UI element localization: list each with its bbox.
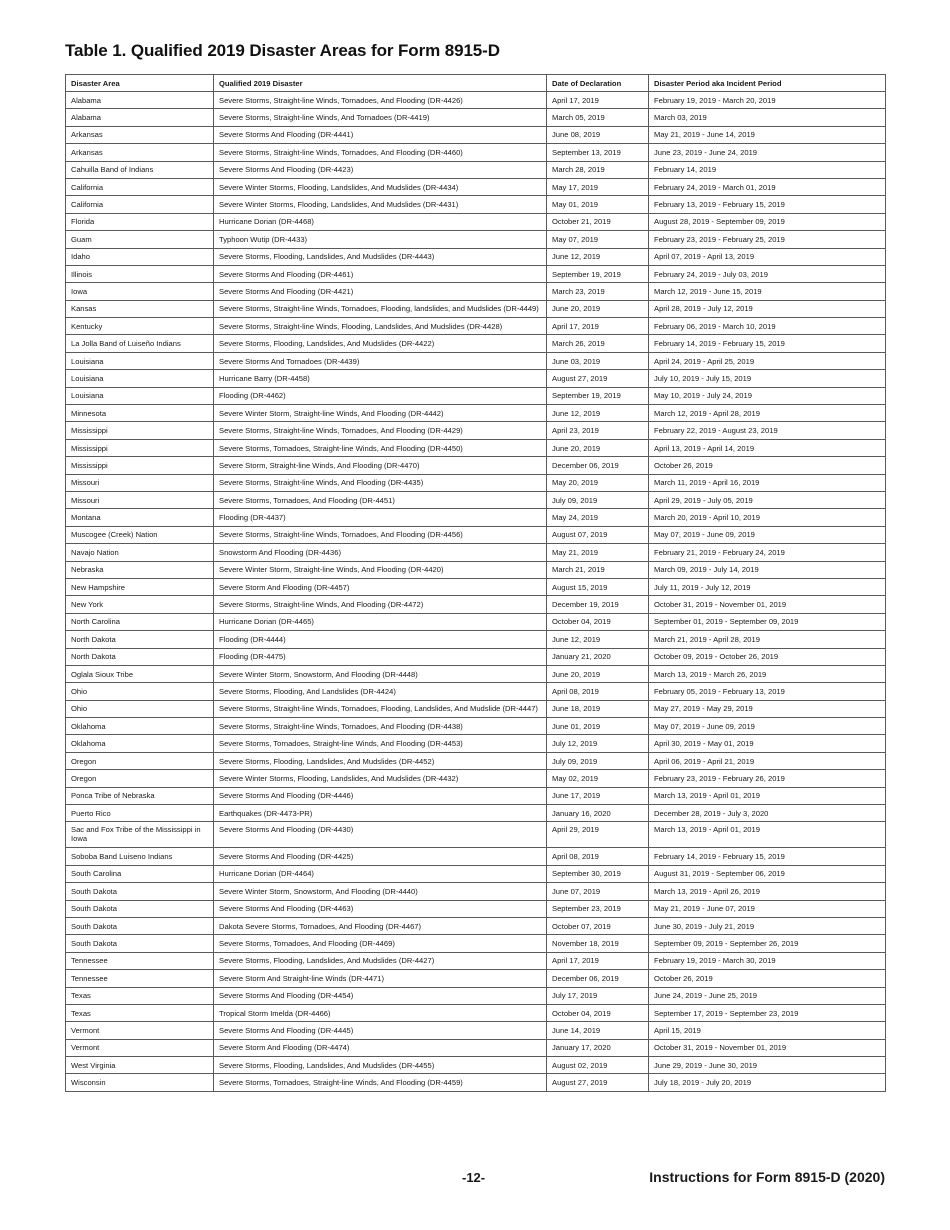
cell-date-of-declaration: December 19, 2019 (547, 596, 649, 613)
cell-date-of-declaration: September 23, 2019 (547, 900, 649, 917)
table-row (66, 439, 886, 456)
cell-disaster-area: Louisiana (66, 387, 214, 404)
table-row (66, 883, 886, 900)
cell-qualified-disaster: Hurricane Dorian (DR-4465) (214, 613, 547, 630)
cell-disaster-period: June 29, 2019 - June 30, 2019 (649, 1057, 886, 1074)
cell-disaster-area: Guam (66, 231, 214, 248)
cell-disaster-period: February 19, 2019 - March 20, 2019 (649, 92, 886, 109)
table-row (66, 544, 886, 561)
cell-disaster-area: Ohio (66, 683, 214, 700)
cell-qualified-disaster: Severe Storms, Tornadoes, And Flooding (DR-4451) (214, 491, 547, 508)
cell-disaster-period: March 13, 2019 - April 01, 2019 (649, 822, 886, 848)
cell-date-of-declaration: June 14, 2019 (547, 1022, 649, 1039)
disaster-areas-table (65, 74, 886, 1092)
table-row (66, 283, 886, 300)
cell-disaster-area: New York (66, 596, 214, 613)
cell-qualified-disaster: Severe Storms, Straight-line Winds, Tornadoes, And Flooding (DR-4438) (214, 718, 547, 735)
cell-disaster-area: Ponca Tribe of Nebraska (66, 787, 214, 804)
table-row (66, 848, 886, 865)
page-title: Table 1. Qualified 2019 Disaster Areas for Form 8915-D (65, 41, 500, 60)
table-row (66, 770, 886, 787)
cell-qualified-disaster: Severe Storms, Straight-line Winds, Tornadoes, And Flooding (DR-4429) (214, 422, 547, 439)
column-header-disaster-area: Disaster Area (66, 75, 214, 92)
cell-qualified-disaster: Typhoon Wutip (DR-4433) (214, 231, 547, 248)
cell-date-of-declaration: December 06, 2019 (547, 457, 649, 474)
cell-disaster-period: April 29, 2019 - July 05, 2019 (649, 491, 886, 508)
cell-disaster-period: April 13, 2019 - April 14, 2019 (649, 439, 886, 456)
table-row (66, 92, 886, 109)
cell-date-of-declaration: March 28, 2019 (547, 161, 649, 178)
cell-disaster-period: August 28, 2019 - September 09, 2019 (649, 213, 886, 230)
cell-disaster-area: Mississippi (66, 439, 214, 456)
cell-disaster-period: February 19, 2019 - March 30, 2019 (649, 952, 886, 969)
cell-date-of-declaration: May 02, 2019 (547, 770, 649, 787)
cell-disaster-area: Tennessee (66, 952, 214, 969)
cell-disaster-area: Oklahoma (66, 735, 214, 752)
cell-disaster-area: Oregon (66, 752, 214, 769)
cell-date-of-declaration: June 12, 2019 (547, 405, 649, 422)
cell-disaster-area: South Dakota (66, 883, 214, 900)
cell-disaster-area: Arkansas (66, 126, 214, 143)
cell-disaster-area: Ohio (66, 700, 214, 717)
cell-disaster-area: Idaho (66, 248, 214, 265)
cell-disaster-period: February 23, 2019 - February 26, 2019 (649, 770, 886, 787)
column-header-disaster-period: Disaster Period aka Incident Period (649, 75, 886, 92)
cell-disaster-period: February 14, 2019 - February 15, 2019 (649, 848, 886, 865)
cell-disaster-period: February 13, 2019 - February 15, 2019 (649, 196, 886, 213)
cell-disaster-area: Missouri (66, 474, 214, 491)
cell-date-of-declaration: June 20, 2019 (547, 439, 649, 456)
cell-disaster-period: March 13, 2019 - April 26, 2019 (649, 883, 886, 900)
cell-date-of-declaration: June 08, 2019 (547, 126, 649, 143)
table-row (66, 265, 886, 282)
cell-disaster-period: July 18, 2019 - July 20, 2019 (649, 1074, 886, 1091)
cell-date-of-declaration: August 15, 2019 (547, 578, 649, 595)
cell-disaster-area: Muscogee (Creek) Nation (66, 526, 214, 543)
cell-date-of-declaration: July 09, 2019 (547, 491, 649, 508)
cell-date-of-declaration: March 05, 2019 (547, 109, 649, 126)
cell-date-of-declaration: June 12, 2019 (547, 631, 649, 648)
cell-date-of-declaration: March 21, 2019 (547, 561, 649, 578)
cell-disaster-area: North Dakota (66, 648, 214, 665)
page-number: -12- (462, 1170, 486, 1185)
cell-qualified-disaster: Snowstorm And Flooding (DR-4436) (214, 544, 547, 561)
table-row (66, 300, 886, 317)
column-header-qualified-disaster: Qualified 2019 Disaster (214, 75, 547, 92)
cell-disaster-area: Vermont (66, 1022, 214, 1039)
cell-qualified-disaster: Severe Storms And Flooding (DR-4446) (214, 787, 547, 804)
table-row (66, 474, 886, 491)
cell-qualified-disaster: Flooding (DR-4444) (214, 631, 547, 648)
table-row (66, 1004, 886, 1021)
cell-disaster-period: March 12, 2019 - June 15, 2019 (649, 283, 886, 300)
cell-qualified-disaster: Severe Winter Storms, Flooding, Landslides, And Mudslides (DR-4431) (214, 196, 547, 213)
cell-disaster-period: March 11, 2019 - April 16, 2019 (649, 474, 886, 491)
table-row (66, 752, 886, 769)
cell-qualified-disaster: Severe Storms, Straight-line Winds, Tornadoes, Flooding, landslides, and Mudslides (DR-4449) (214, 300, 547, 317)
cell-disaster-area: Tennessee (66, 970, 214, 987)
table-row (66, 970, 886, 987)
table-row (66, 318, 886, 335)
cell-qualified-disaster: Severe Storms And Flooding (DR-4441) (214, 126, 547, 143)
cell-disaster-period: December 28, 2019 - July 3, 2020 (649, 805, 886, 822)
cell-qualified-disaster: Severe Storms And Flooding (DR-4461) (214, 265, 547, 282)
table-row (66, 822, 886, 848)
cell-date-of-declaration: May 07, 2019 (547, 231, 649, 248)
cell-disaster-area: Minnesota (66, 405, 214, 422)
cell-disaster-area: La Jolla Band of Luiseño Indians (66, 335, 214, 352)
cell-disaster-period: March 21, 2019 - April 28, 2019 (649, 631, 886, 648)
cell-disaster-area: Mississippi (66, 457, 214, 474)
cell-date-of-declaration: March 26, 2019 (547, 335, 649, 352)
cell-disaster-period: May 27, 2019 - May 29, 2019 (649, 700, 886, 717)
cell-disaster-area: Kansas (66, 300, 214, 317)
cell-disaster-period: June 30, 2019 - July 21, 2019 (649, 917, 886, 934)
cell-qualified-disaster: Severe Storms, Tornadoes, Straight-line Winds, And Flooding (DR-4459) (214, 1074, 547, 1091)
cell-disaster-period: October 26, 2019 (649, 457, 886, 474)
table-row (66, 491, 886, 508)
cell-qualified-disaster: Hurricane Barry (DR-4458) (214, 370, 547, 387)
cell-disaster-area: Alabama (66, 109, 214, 126)
table-row (66, 1039, 886, 1056)
cell-date-of-declaration: August 27, 2019 (547, 1074, 649, 1091)
cell-date-of-declaration: April 17, 2019 (547, 318, 649, 335)
cell-qualified-disaster: Severe Winter Storms, Flooding, Landslides, And Mudslides (DR-4434) (214, 178, 547, 195)
cell-date-of-declaration: June 07, 2019 (547, 883, 649, 900)
cell-date-of-declaration: April 23, 2019 (547, 422, 649, 439)
cell-date-of-declaration: June 12, 2019 (547, 248, 649, 265)
cell-date-of-declaration: April 08, 2019 (547, 683, 649, 700)
cell-date-of-declaration: September 19, 2019 (547, 265, 649, 282)
cell-disaster-period: March 03, 2019 (649, 109, 886, 126)
table-row (66, 683, 886, 700)
table-row (66, 787, 886, 804)
cell-disaster-period: February 14, 2019 (649, 161, 886, 178)
cell-date-of-declaration: April 17, 2019 (547, 92, 649, 109)
cell-disaster-area: Wisconsin (66, 1074, 214, 1091)
cell-disaster-period: February 14, 2019 - February 15, 2019 (649, 335, 886, 352)
cell-disaster-period: October 31, 2019 - November 01, 2019 (649, 596, 886, 613)
cell-date-of-declaration: May 17, 2019 (547, 178, 649, 195)
table-row (66, 987, 886, 1004)
cell-qualified-disaster: Severe Storms, Straight-line Winds, And Tornadoes (DR-4419) (214, 109, 547, 126)
cell-date-of-declaration: August 02, 2019 (547, 1057, 649, 1074)
cell-disaster-period: May 21, 2019 - June 14, 2019 (649, 126, 886, 143)
cell-qualified-disaster: Severe Storms, Flooding, Landslides, And Mudslides (DR-4427) (214, 952, 547, 969)
cell-disaster-area: Texas (66, 1004, 214, 1021)
cell-qualified-disaster: Severe Storms And Flooding (DR-4454) (214, 987, 547, 1004)
cell-disaster-period: April 30, 2019 - May 01, 2019 (649, 735, 886, 752)
cell-qualified-disaster: Severe Storms, Tornadoes, And Flooding (DR-4469) (214, 935, 547, 952)
cell-qualified-disaster: Severe Storms, Flooding, Landslides, And Mudslides (DR-4422) (214, 335, 547, 352)
cell-qualified-disaster: Severe Winter Storm, Straight-line Winds, And Flooding (DR-4442) (214, 405, 547, 422)
cell-disaster-period: February 24, 2019 - July 03, 2019 (649, 265, 886, 282)
cell-qualified-disaster: Flooding (DR-4462) (214, 387, 547, 404)
cell-disaster-period: March 13, 2019 - March 26, 2019 (649, 665, 886, 682)
cell-qualified-disaster: Flooding (DR-4437) (214, 509, 547, 526)
table-row (66, 335, 886, 352)
table-row (66, 109, 886, 126)
cell-qualified-disaster: Severe Storms And Flooding (DR-4423) (214, 161, 547, 178)
cell-date-of-declaration: September 30, 2019 (547, 865, 649, 882)
cell-qualified-disaster: Severe Storms, Straight-line Winds, Tornadoes, And Flooding (DR-4426) (214, 92, 547, 109)
cell-disaster-area: Oregon (66, 770, 214, 787)
table-row (66, 352, 886, 369)
table-row (66, 700, 886, 717)
cell-disaster-period: September 09, 2019 - September 26, 2019 (649, 935, 886, 952)
cell-date-of-declaration: June 01, 2019 (547, 718, 649, 735)
cell-qualified-disaster: Severe Storm And Flooding (DR-4457) (214, 578, 547, 595)
cell-date-of-declaration: October 04, 2019 (547, 1004, 649, 1021)
cell-qualified-disaster: Severe Storms And Tornadoes (DR-4439) (214, 352, 547, 369)
table-row (66, 1074, 886, 1091)
cell-date-of-declaration: August 27, 2019 (547, 370, 649, 387)
cell-disaster-area: Sac and Fox Tribe of the Mississippi in Iowa (66, 822, 214, 848)
cell-disaster-area: Texas (66, 987, 214, 1004)
cell-qualified-disaster: Severe Storms, Tornadoes, Straight-line Winds, And Flooding (DR-4450) (214, 439, 547, 456)
table-row (66, 665, 886, 682)
cell-date-of-declaration: June 18, 2019 (547, 700, 649, 717)
cell-date-of-declaration: July 17, 2019 (547, 987, 649, 1004)
cell-disaster-period: March 13, 2019 - April 01, 2019 (649, 787, 886, 804)
cell-disaster-area: Oklahoma (66, 718, 214, 735)
table-row (66, 561, 886, 578)
cell-date-of-declaration: January 21, 2020 (547, 648, 649, 665)
cell-disaster-period: May 07, 2019 - June 09, 2019 (649, 526, 886, 543)
cell-disaster-period: October 09, 2019 - October 26, 2019 (649, 648, 886, 665)
cell-date-of-declaration: May 20, 2019 (547, 474, 649, 491)
table-row (66, 1057, 886, 1074)
cell-disaster-period: May 21, 2019 - June 07, 2019 (649, 900, 886, 917)
cell-date-of-declaration: April 17, 2019 (547, 952, 649, 969)
footer-form-title: Instructions for Form 8915-D (2020) (649, 1169, 885, 1185)
cell-disaster-area: Cahuilla Band of Indians (66, 161, 214, 178)
disaster-areas-table-wrapper (65, 74, 885, 1092)
cell-disaster-area: Illinois (66, 265, 214, 282)
cell-qualified-disaster: Severe Storms And Flooding (DR-4463) (214, 900, 547, 917)
cell-qualified-disaster: Severe Storms, Straight-line Winds, And Flooding (DR-4472) (214, 596, 547, 613)
table-row (66, 900, 886, 917)
cell-disaster-area: Navajo Nation (66, 544, 214, 561)
cell-qualified-disaster: Severe Storms, Tornadoes, Straight-line Winds, And Flooding (DR-4453) (214, 735, 547, 752)
cell-disaster-area: Vermont (66, 1039, 214, 1056)
cell-disaster-period: August 31, 2019 - September 06, 2019 (649, 865, 886, 882)
cell-disaster-area: Mississippi (66, 422, 214, 439)
cell-qualified-disaster: Severe Storms, Flooding, Landslides, And Mudslides (DR-4443) (214, 248, 547, 265)
cell-date-of-declaration: September 19, 2019 (547, 387, 649, 404)
cell-disaster-area: North Carolina (66, 613, 214, 630)
cell-disaster-area: Puerto Rico (66, 805, 214, 822)
cell-disaster-area: Montana (66, 509, 214, 526)
cell-disaster-period: October 26, 2019 (649, 970, 886, 987)
cell-disaster-period: September 01, 2019 - September 09, 2019 (649, 613, 886, 630)
cell-disaster-period: April 24, 2019 - April 25, 2019 (649, 352, 886, 369)
cell-qualified-disaster: Severe Storms, Straight-line Winds, Flooding, Landslides, And Mudslides (DR-4428) (214, 318, 547, 335)
table-row (66, 161, 886, 178)
cell-disaster-period: April 06, 2019 - April 21, 2019 (649, 752, 886, 769)
cell-disaster-period: June 23, 2019 - June 24, 2019 (649, 144, 886, 161)
table-body (66, 92, 886, 1092)
cell-disaster-period: September 17, 2019 - September 23, 2019 (649, 1004, 886, 1021)
cell-date-of-declaration: May 24, 2019 (547, 509, 649, 526)
cell-disaster-area: South Dakota (66, 935, 214, 952)
cell-date-of-declaration: July 09, 2019 (547, 752, 649, 769)
table-row (66, 213, 886, 230)
cell-disaster-area: Louisiana (66, 370, 214, 387)
cell-qualified-disaster: Severe Storms And Flooding (DR-4430) (214, 822, 547, 848)
cell-disaster-period: October 31, 2019 - November 01, 2019 (649, 1039, 886, 1056)
table-row (66, 387, 886, 404)
cell-date-of-declaration: October 21, 2019 (547, 213, 649, 230)
cell-disaster-area: Arkansas (66, 144, 214, 161)
cell-date-of-declaration: June 17, 2019 (547, 787, 649, 804)
cell-disaster-period: April 28, 2019 - July 12, 2019 (649, 300, 886, 317)
cell-disaster-area: Florida (66, 213, 214, 230)
table-row (66, 422, 886, 439)
cell-disaster-area: Soboba Band Luiseno Indians (66, 848, 214, 865)
cell-qualified-disaster: Severe Storms And Flooding (DR-4445) (214, 1022, 547, 1039)
cell-qualified-disaster: Tropical Storm Imelda (DR-4466) (214, 1004, 547, 1021)
cell-qualified-disaster: Hurricane Dorian (DR-4468) (214, 213, 547, 230)
cell-qualified-disaster: Severe Storms, Flooding, Landslides, And Mudslides (DR-4452) (214, 752, 547, 769)
cell-date-of-declaration: December 06, 2019 (547, 970, 649, 987)
cell-date-of-declaration: May 01, 2019 (547, 196, 649, 213)
cell-qualified-disaster: Earthquakes (DR-4473-PR) (214, 805, 547, 822)
cell-disaster-period: February 24, 2019 - March 01, 2019 (649, 178, 886, 195)
cell-date-of-declaration: March 23, 2019 (547, 283, 649, 300)
cell-disaster-area: Alabama (66, 92, 214, 109)
table-row (66, 144, 886, 161)
cell-disaster-area: Missouri (66, 491, 214, 508)
cell-date-of-declaration: June 20, 2019 (547, 300, 649, 317)
cell-qualified-disaster: Severe Storms And Flooding (DR-4425) (214, 848, 547, 865)
cell-qualified-disaster: Flooding (DR-4475) (214, 648, 547, 665)
cell-date-of-declaration: September 13, 2019 (547, 144, 649, 161)
cell-qualified-disaster: Severe Storms, Straight-line Winds, Tornadoes, Flooding, Landslides, And Mudslide (DR-4447) (214, 700, 547, 717)
cell-disaster-period: March 12, 2019 - April 28, 2019 (649, 405, 886, 422)
table-row (66, 613, 886, 630)
table-row (66, 231, 886, 248)
cell-qualified-disaster: Severe Storms, Straight-line Winds, Tornadoes, And Flooding (DR-4460) (214, 144, 547, 161)
table-header-row (66, 75, 886, 92)
table-row (66, 457, 886, 474)
cell-date-of-declaration: November 18, 2019 (547, 935, 649, 952)
table-row (66, 805, 886, 822)
cell-qualified-disaster: Severe Storm And Straight-line Winds (DR-4471) (214, 970, 547, 987)
cell-disaster-period: February 05, 2019 - February 13, 2019 (649, 683, 886, 700)
cell-disaster-area: Nebraska (66, 561, 214, 578)
cell-disaster-area: South Dakota (66, 917, 214, 934)
cell-qualified-disaster: Severe Storm And Flooding (DR-4474) (214, 1039, 547, 1056)
cell-date-of-declaration: May 21, 2019 (547, 544, 649, 561)
cell-disaster-period: May 07, 2019 - June 09, 2019 (649, 718, 886, 735)
cell-qualified-disaster: Severe Storms And Flooding (DR-4421) (214, 283, 547, 300)
cell-disaster-area: Louisiana (66, 352, 214, 369)
cell-disaster-area: New Hampshire (66, 578, 214, 595)
cell-qualified-disaster: Severe Winter Storms, Flooding, Landslides, And Mudslides (DR-4432) (214, 770, 547, 787)
table-row (66, 596, 886, 613)
cell-disaster-area: Oglala Sioux Tribe (66, 665, 214, 682)
cell-disaster-area: Iowa (66, 283, 214, 300)
cell-disaster-period: March 20, 2019 - April 10, 2019 (649, 509, 886, 526)
cell-qualified-disaster: Severe Storms, Straight-line Winds, Tornadoes, And Flooding (DR-4456) (214, 526, 547, 543)
cell-disaster-period: February 06, 2019 - March 10, 2019 (649, 318, 886, 335)
cell-date-of-declaration: April 08, 2019 (547, 848, 649, 865)
cell-qualified-disaster: Severe Storms, Flooding, And Landslides (DR-4424) (214, 683, 547, 700)
cell-disaster-period: April 15, 2019 (649, 1022, 886, 1039)
table-row (66, 126, 886, 143)
cell-disaster-area: South Dakota (66, 900, 214, 917)
cell-disaster-area: West Virginia (66, 1057, 214, 1074)
cell-disaster-period: May 10, 2019 - July 24, 2019 (649, 387, 886, 404)
cell-date-of-declaration: August 07, 2019 (547, 526, 649, 543)
cell-qualified-disaster: Severe Storm, Straight-line Winds, And Flooding (DR-4470) (214, 457, 547, 474)
cell-qualified-disaster: Severe Winter Storm, Snowstorm, And Flooding (DR-4448) (214, 665, 547, 682)
cell-date-of-declaration: January 17, 2020 (547, 1039, 649, 1056)
cell-disaster-area: North Dakota (66, 631, 214, 648)
cell-date-of-declaration: July 12, 2019 (547, 735, 649, 752)
cell-disaster-period: June 24, 2019 - June 25, 2019 (649, 987, 886, 1004)
table-row (66, 509, 886, 526)
table-row (66, 248, 886, 265)
table-row (66, 935, 886, 952)
table-row (66, 648, 886, 665)
cell-disaster-period: July 11, 2019 - July 12, 2019 (649, 578, 886, 595)
cell-disaster-area: Kentucky (66, 318, 214, 335)
cell-qualified-disaster: Hurricane Dorian (DR-4464) (214, 865, 547, 882)
cell-disaster-area: California (66, 196, 214, 213)
cell-date-of-declaration: October 04, 2019 (547, 613, 649, 630)
cell-disaster-period: February 23, 2019 - February 25, 2019 (649, 231, 886, 248)
cell-disaster-period: April 07, 2019 - April 13, 2019 (649, 248, 886, 265)
table-row (66, 631, 886, 648)
cell-disaster-period: March 09, 2019 - July 14, 2019 (649, 561, 886, 578)
table-row (66, 718, 886, 735)
cell-disaster-period: February 22, 2019 - August 23, 2019 (649, 422, 886, 439)
cell-qualified-disaster: Dakota Severe Storms, Tornadoes, And Flooding (DR-4467) (214, 917, 547, 934)
cell-qualified-disaster: Severe Storms, Flooding, Landslides, And Mudslides (DR-4455) (214, 1057, 547, 1074)
table-row (66, 405, 886, 422)
table-row (66, 952, 886, 969)
cell-disaster-period: February 21, 2019 - February 24, 2019 (649, 544, 886, 561)
cell-qualified-disaster: Severe Winter Storm, Straight-line Winds, And Flooding (DR-4420) (214, 561, 547, 578)
table-row (66, 1022, 886, 1039)
cell-qualified-disaster: Severe Winter Storm, Snowstorm, And Flooding (DR-4440) (214, 883, 547, 900)
cell-date-of-declaration: June 20, 2019 (547, 665, 649, 682)
table-row (66, 578, 886, 595)
cell-disaster-area: South Carolina (66, 865, 214, 882)
table-row (66, 865, 886, 882)
cell-date-of-declaration: January 16, 2020 (547, 805, 649, 822)
table-row (66, 917, 886, 934)
table-row (66, 178, 886, 195)
column-header-date-of-declaration: Date of Declaration (547, 75, 649, 92)
cell-date-of-declaration: October 07, 2019 (547, 917, 649, 934)
table-row (66, 196, 886, 213)
cell-date-of-declaration: June 03, 2019 (547, 352, 649, 369)
cell-date-of-declaration: April 29, 2019 (547, 822, 649, 848)
table-row (66, 526, 886, 543)
table-row (66, 735, 886, 752)
cell-disaster-area: California (66, 178, 214, 195)
table-row (66, 370, 886, 387)
cell-qualified-disaster: Severe Storms, Straight-line Winds, And Flooding (DR-4435) (214, 474, 547, 491)
cell-disaster-period: July 10, 2019 - July 15, 2019 (649, 370, 886, 387)
